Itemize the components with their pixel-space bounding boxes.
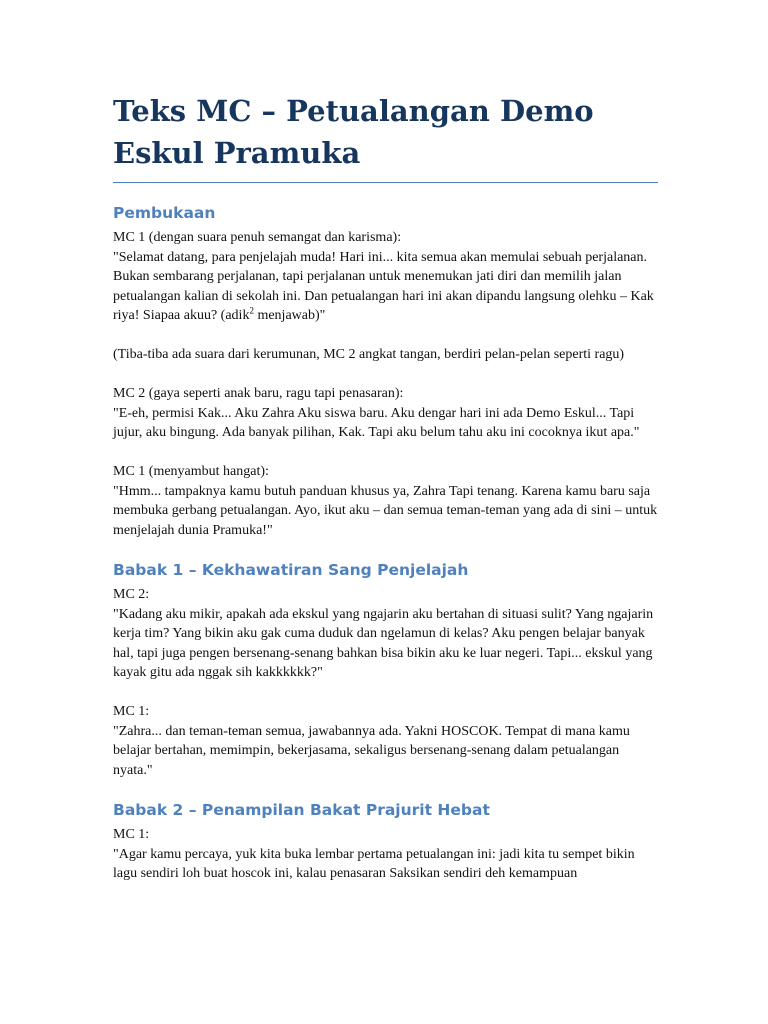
- section-heading: Babak 2 – Penampilan Bakat Prajurit Hebat: [113, 801, 490, 819]
- section-heading: Pembukaan: [113, 204, 216, 222]
- dialogue-paragraph: "Hmm... tampaknya kamu butuh panduan khusus ya, Zahra Tapi tenang. Karena kamu baru saja membuka gerbang petualangan. Ayo, ikut aku – dan semua teman-teman yang ada di sini – untuk menjelajah dunia Pramuka!": [113, 483, 658, 538]
- section-heading: Babak 1 – Kekhawatiran Sang Penjelajah: [113, 561, 469, 579]
- superscript-note: 2: [249, 305, 254, 316]
- speaker-line: MC 2 (gaya seperti anak baru, ragu tapi penasaran):: [113, 386, 404, 401]
- section-babak-2: [113, 800, 658, 884]
- section-babak-1: [113, 560, 658, 780]
- document-title: Teks MC – Petualangan Demo Eskul Pramuka: [113, 90, 658, 183]
- speaker-line: MC 1 (menyambut hangat):: [113, 464, 269, 479]
- section-pembukaan: [113, 203, 658, 540]
- speaker-line: MC 1 (dengan suara penuh semangat dan karisma):: [113, 230, 402, 245]
- speaker-line: MC 1:: [113, 827, 150, 842]
- speaker-line: MC 1:: [113, 704, 150, 719]
- dialogue-paragraph: "Agar kamu percaya, yuk kita buka lembar pertama petualangan ini: jadi kita tu sempet bikin lagu sendiri loh buat hoscok ini, kalau penasaran Saksikan sendiri deh kemampuan: [113, 846, 635, 881]
- dialogue-paragraph: "Kadang aku mikir, apakah ada ekskul yang ngajarin aku bertahan di situasi sulit? Yang ngajarin kerja tim? Yang bikin aku gak cuma duduk dan ngelamun di kelas? Aku pengen belajar banyak hal, tapi juga pengen bersenang-senang bahkan bisa bikin aku ke luar negeri. Tapi... ekskul yang kayak gitu ada nggak sih kakkkkkk?": [113, 606, 654, 680]
- paragraph-gap: [113, 683, 658, 703]
- stage-direction: (Tiba-tiba ada suara dari kerumunan, MC 2 angkat tangan, berdiri pelan-pelan seperti ragu): [113, 347, 625, 362]
- dialogue-paragraph: "E-eh, permisi Kak... Aku Zahra Aku siswa baru. Aku dengar hari ini ada Demo Eskul... Tapi jujur, aku bingung. Ada banyak pilihan, Kak. Tapi aku belum tahu aku ini cocoknya ikut apa.": [113, 405, 640, 440]
- document-page: [113, 90, 658, 884]
- dialogue-text-end: menjawab)": [253, 308, 326, 323]
- paragraph-gap: [113, 443, 658, 463]
- dialogue-text: "Selamat datang, para penjelajah muda! Hari ini... kita semua akan memulai sebuah perjalanan. Bukan sembarang perjalanan, tapi perjalanan untuk menemukan jati diri dan memilih jalan petualangan kalian di sekolah ini. Dan petualangan hari ini akan dipandu langsung olehku – Kak riya! Siapaa akuu? (adik: [113, 249, 654, 323]
- speaker-line: MC 2:: [113, 587, 150, 602]
- paragraph-gap: [113, 365, 658, 385]
- paragraph-gap: [113, 326, 658, 346]
- dialogue-paragraph: [113, 248, 658, 326]
- dialogue-paragraph: "Zahra... dan teman-teman semua, jawabannya ada. Yakni HOSCOK. Tempat di mana kamu belajar bertahan, memimpin, bekerjasama, sekaligus bersenang-senang dalam petualangan nyata.": [113, 723, 630, 778]
